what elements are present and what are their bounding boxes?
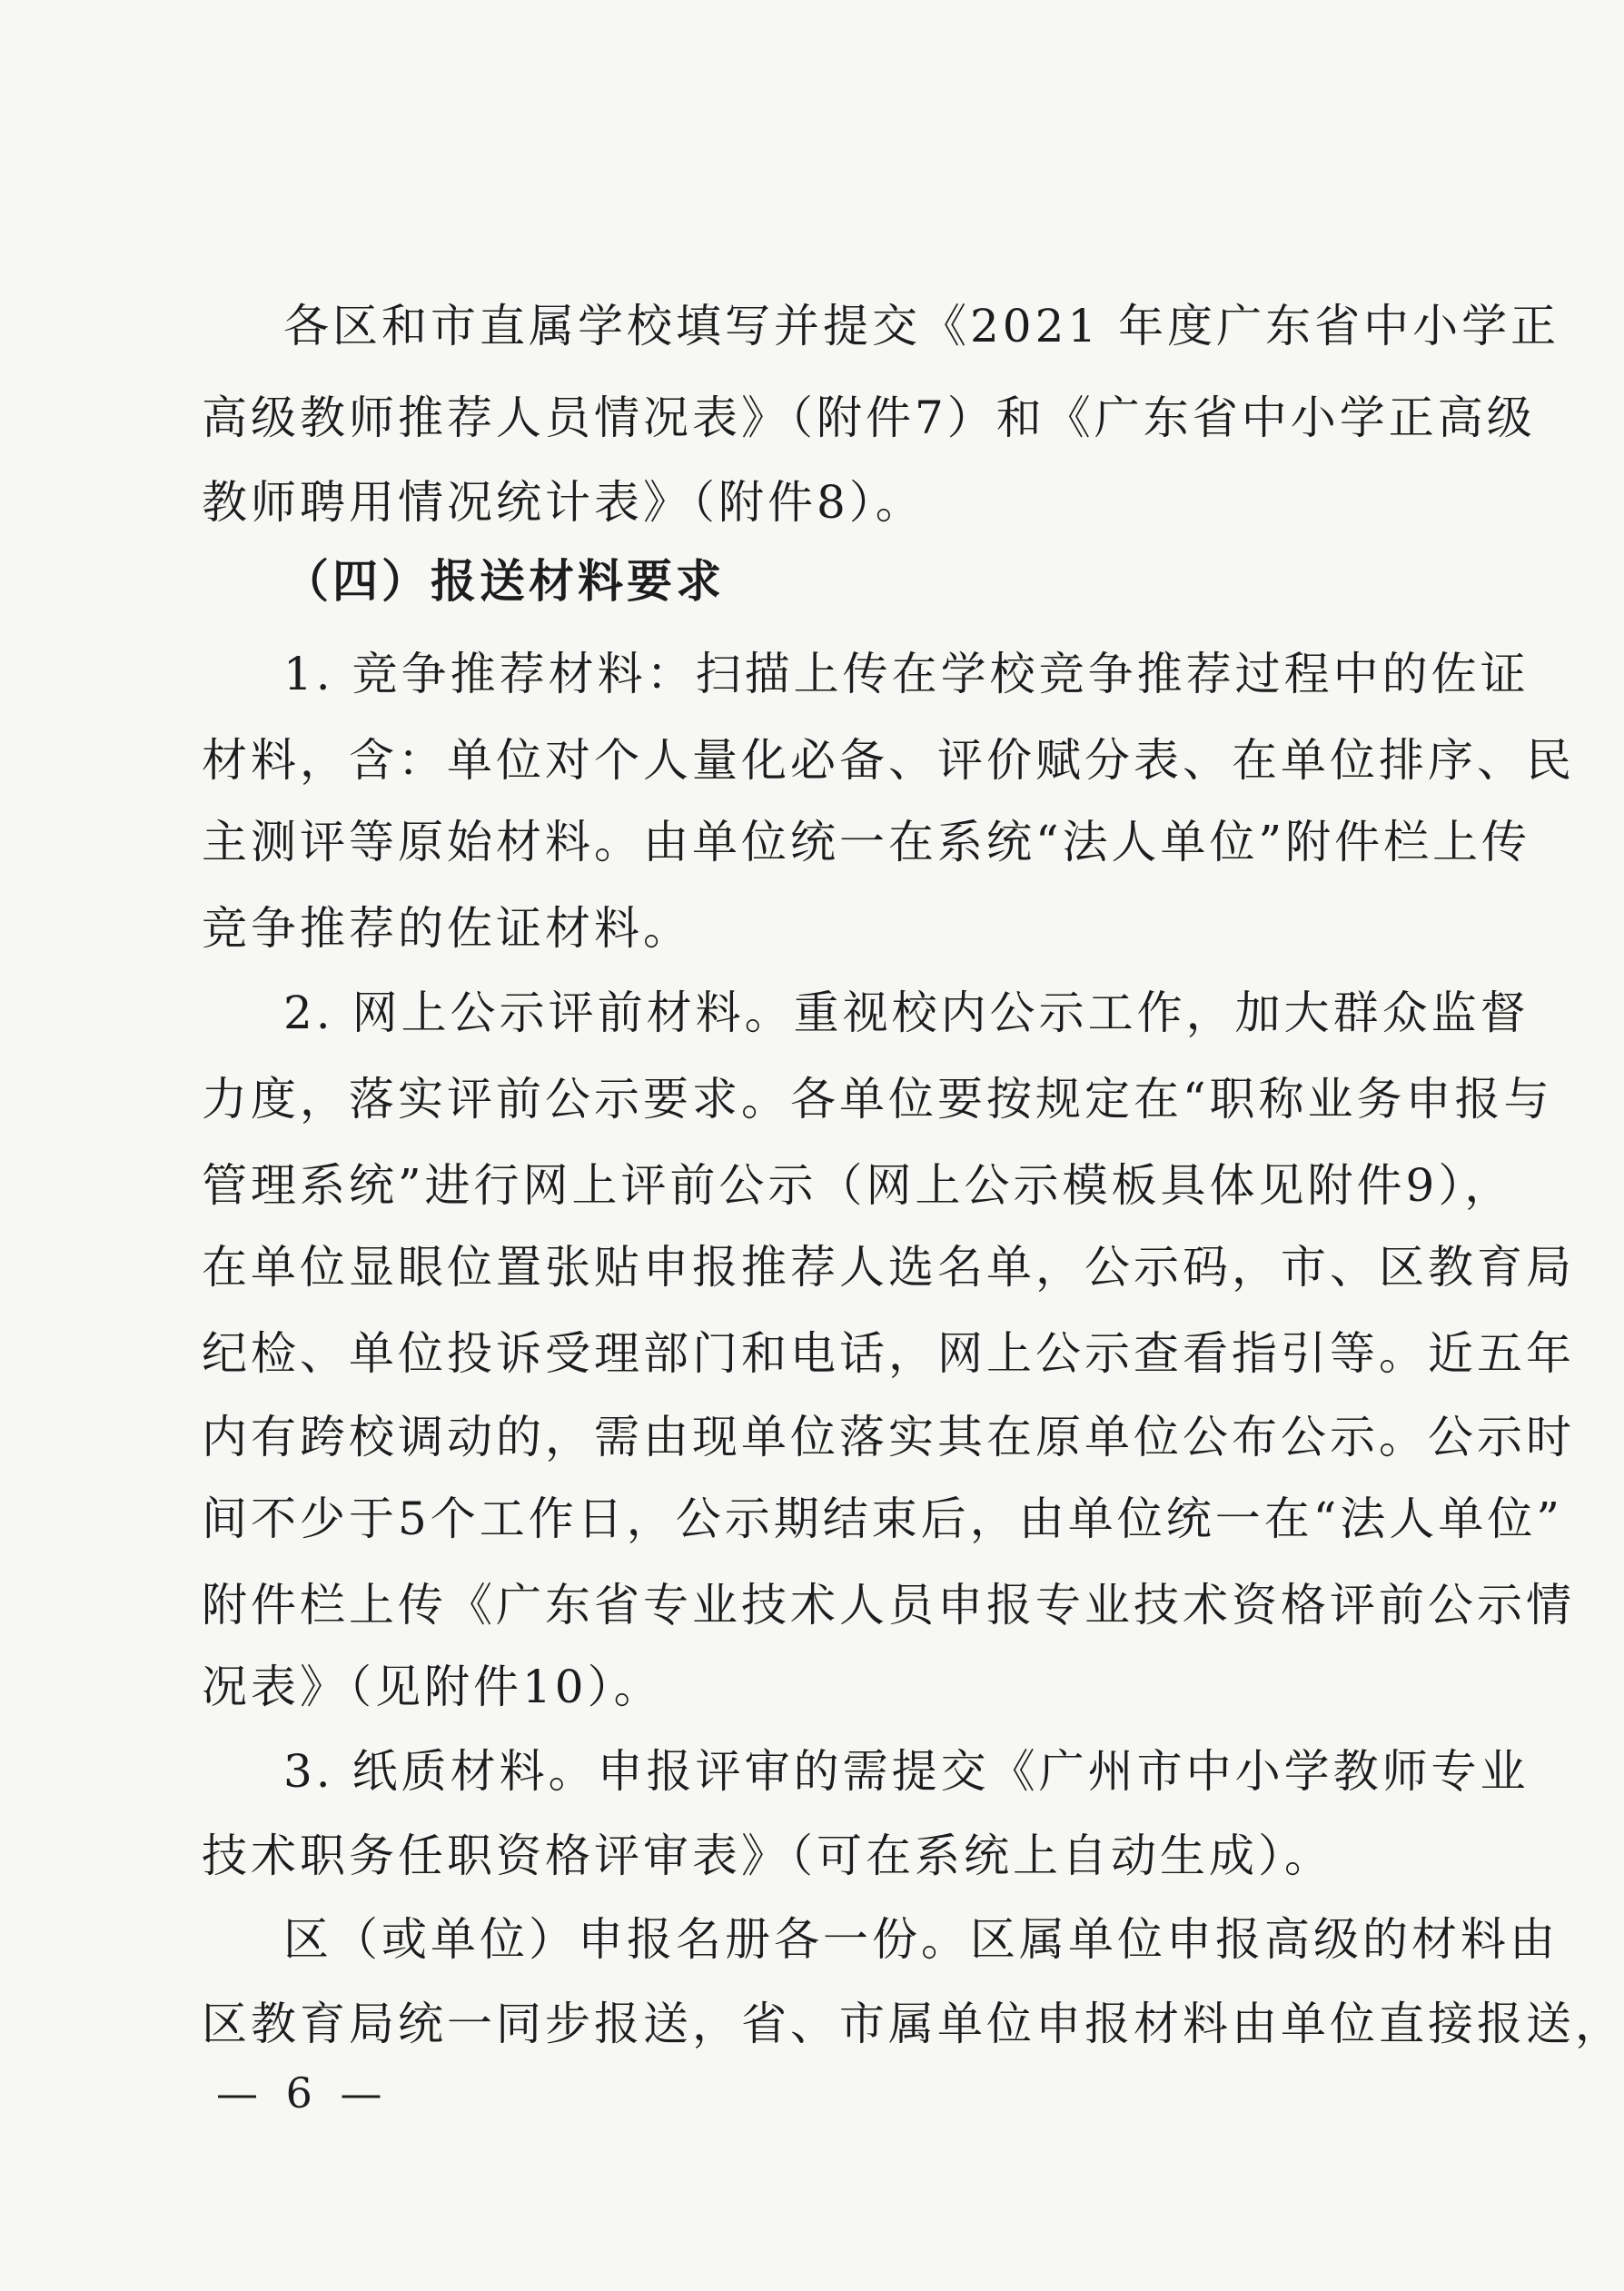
paragraph-line: 间不少于5个工作日，公示期结束后，由单位统一在“法人单位” xyxy=(202,1493,1563,1545)
section-heading: （四）报送材料要求 xyxy=(283,555,725,608)
paragraph-line: 2. 网上公示评前材料。重视校内公示工作，加大群众监督 xyxy=(283,987,1530,1039)
paragraph-line: 高级教师推荐人员情况表》（附件7）和《广东省中小学正高级 xyxy=(202,392,1536,444)
paragraph-line: 各区和市直属学校填写并提交《2021 年度广东省中小学正 xyxy=(283,300,1560,352)
paragraph-line: 附件栏上传《广东省专业技术人员申报专业技术资格评前公示情 xyxy=(202,1579,1575,1631)
paragraph-line: 内有跨校调动的，需由现单位落实其在原单位公布公示。公示时 xyxy=(202,1411,1575,1463)
paragraph-line: 力度，落实评前公示要求。各单位要按规定在“职称业务申报与 xyxy=(202,1073,1553,1126)
paragraph-line: 管理系统”进行网上评前公示（网上公示模板具体见附件9）， xyxy=(202,1159,1514,1212)
paragraph-line: 材料，含：单位对个人量化必备、评价赋分表、在单位排序、民 xyxy=(202,734,1575,787)
paragraph-line: 技术职务任职资格评审表》（可在系统上自动生成）。 xyxy=(202,1830,1333,1882)
paragraph-line: 区教育局统一同步报送，省、市属单位申报材料由单位直接报送， xyxy=(202,1998,1624,2050)
paragraph-line: 区（或单位）申报名册各一份。区属单位申报高级的材料由 xyxy=(283,1913,1559,1966)
paragraph-line: 纪检、单位投诉受理部门和电话，网上公示查看指引等。近五年 xyxy=(202,1327,1575,1380)
paragraph-line: 1. 竞争推荐材料：扫描上传在学校竞争推荐过程中的佐证 xyxy=(283,648,1530,700)
paragraph-line: 在单位显眼位置张贴申报推荐人选名单，公示码，市、区教育局 xyxy=(202,1241,1575,1294)
paragraph-line: 3. 纸质材料。申报评审的需提交《广州市中小学教师专业 xyxy=(283,1745,1530,1798)
paragraph-line: 况表》（见附件10）。 xyxy=(202,1661,663,1713)
page-number: — 6 — xyxy=(216,2068,390,2117)
paragraph-line: 主测评等原始材料。由单位统一在系统“法人单位”附件栏上传 xyxy=(202,816,1531,868)
paragraph-line: 教师聘用情况统计表》（附件8）。 xyxy=(202,476,925,529)
paragraph-line: 竞争推荐的佐证材料。 xyxy=(202,902,692,955)
